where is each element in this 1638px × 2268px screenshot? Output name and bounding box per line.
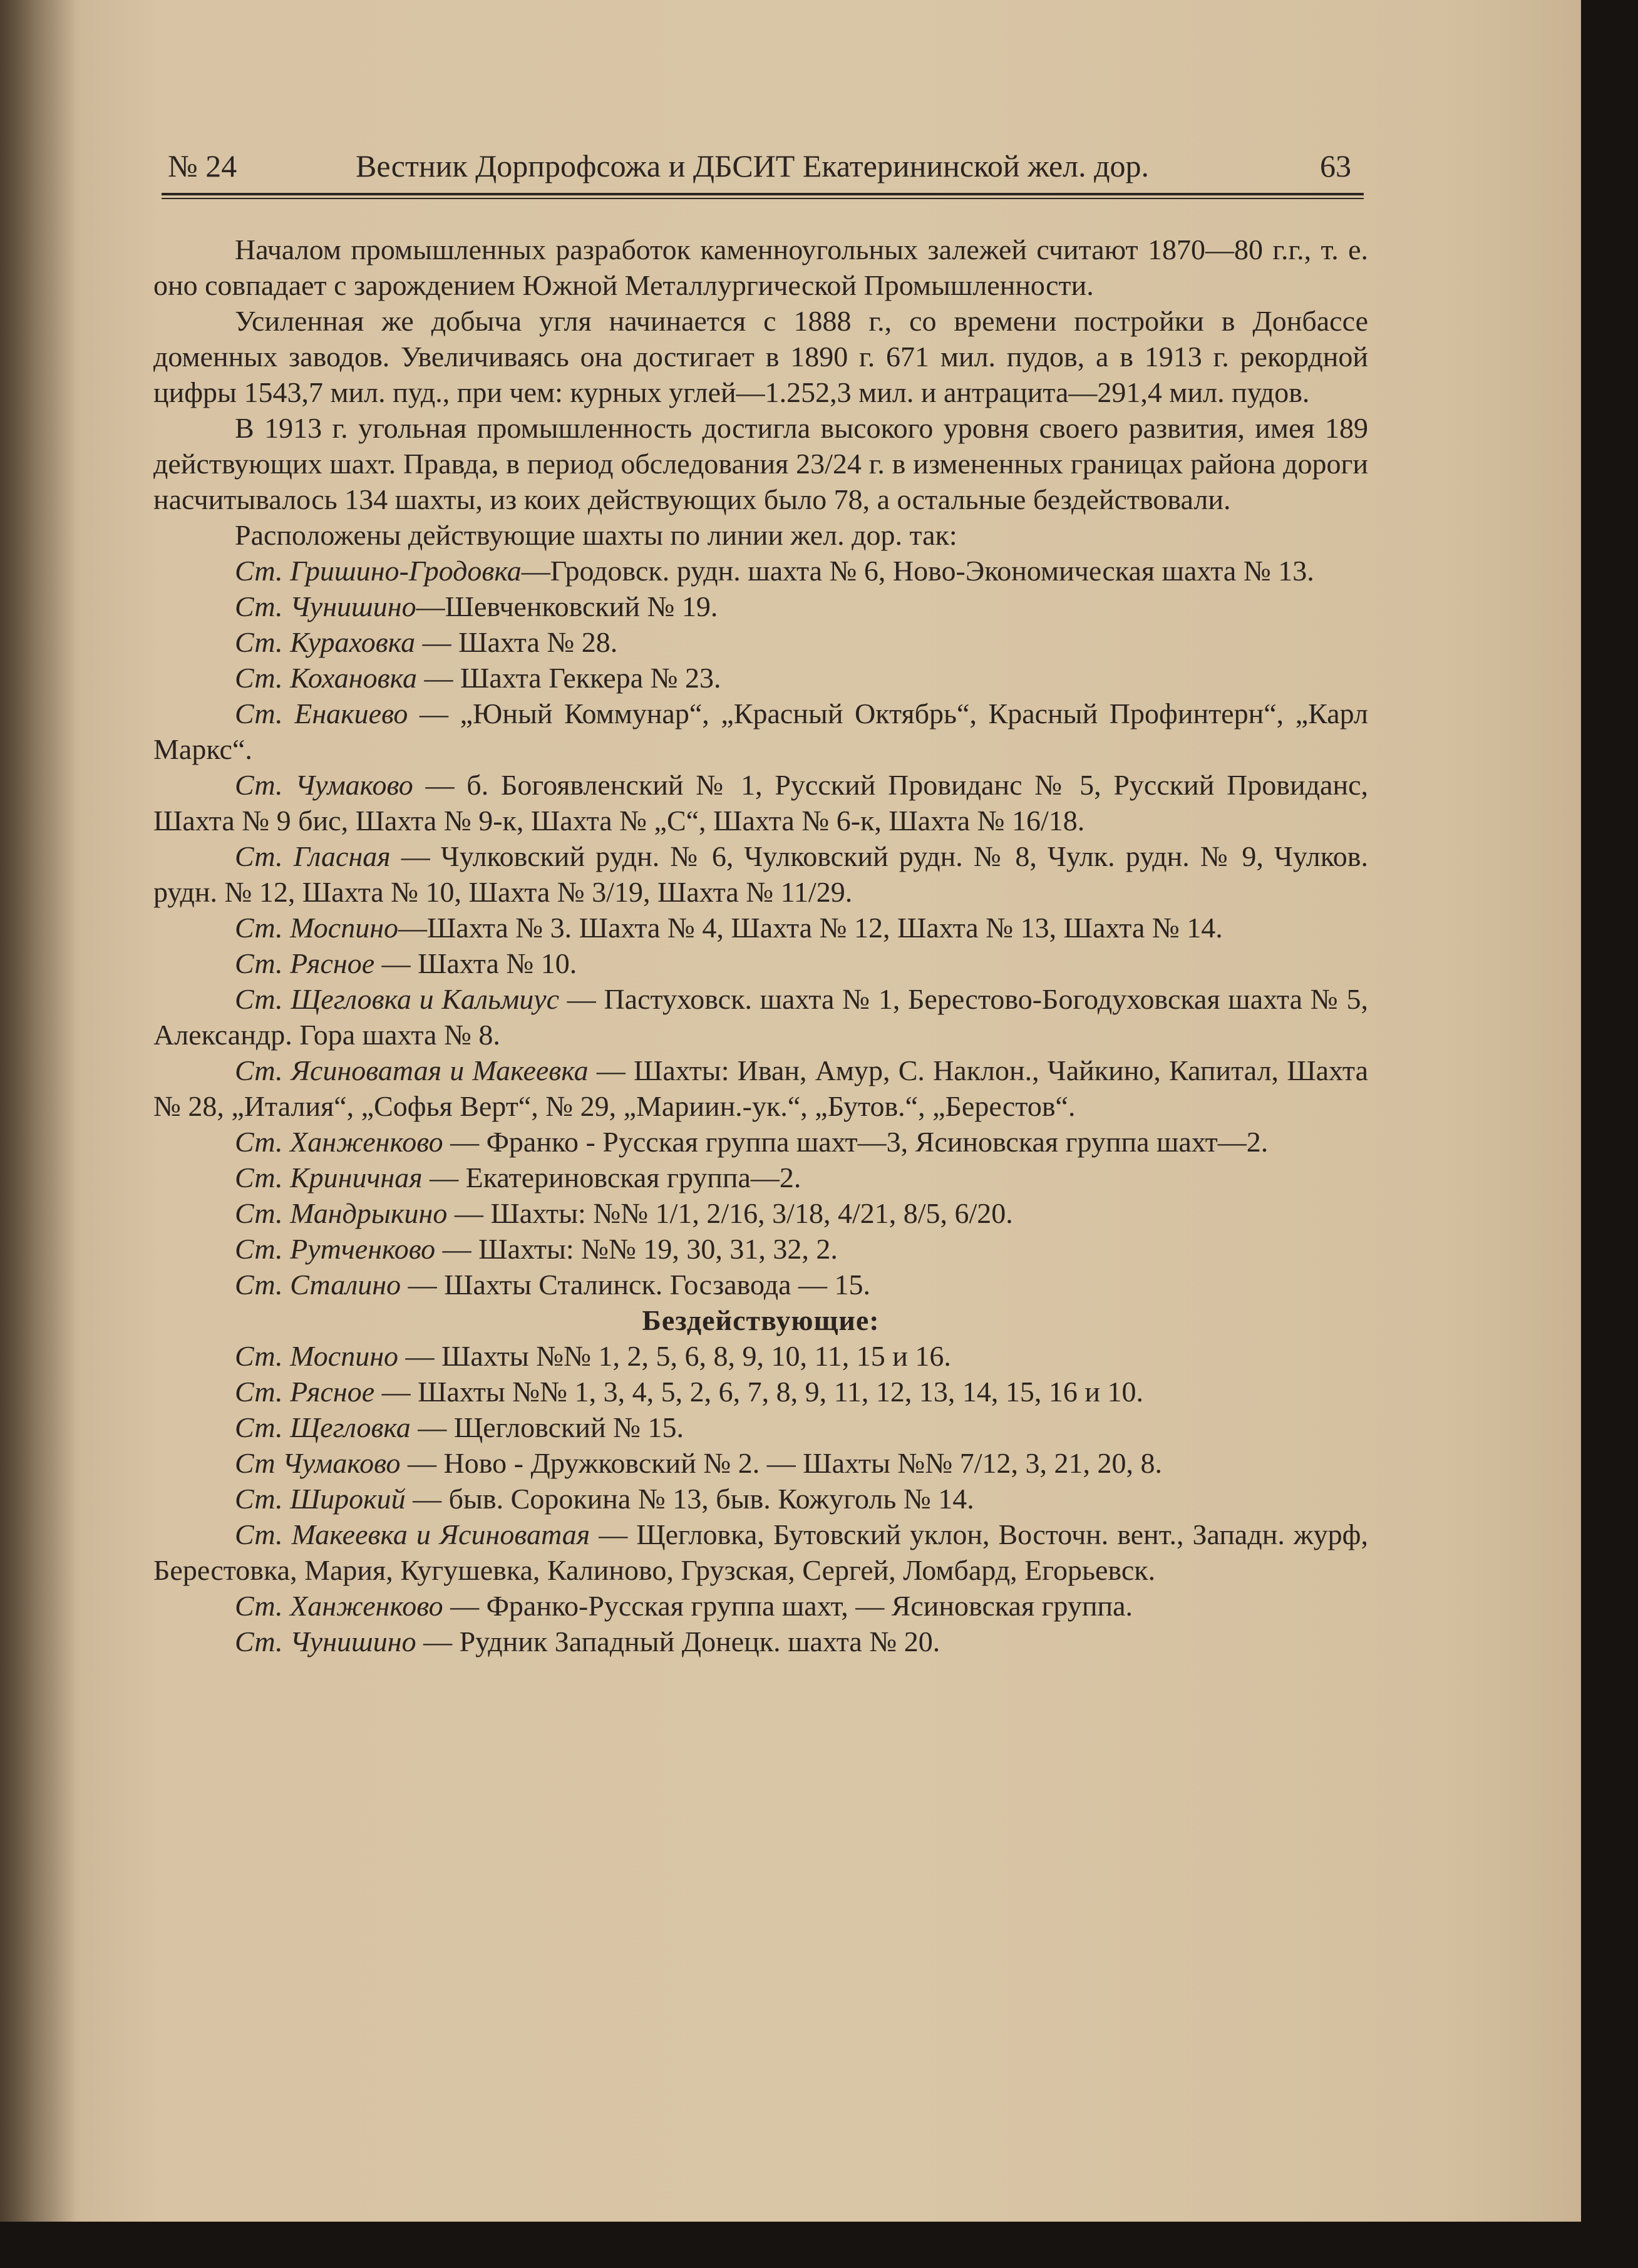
station-entry	[153, 1231, 1368, 1267]
station-entry	[153, 1338, 1368, 1374]
station-name: Ст. Кураховка	[235, 626, 416, 658]
station-mines: — Шахты №№ 1, 2, 5, 6, 8, 9, 10, 11, 15 и 16.	[398, 1340, 951, 1372]
station-entry	[153, 1267, 1368, 1302]
station-name: Ст. Чунишино	[235, 1626, 416, 1657]
station-entry	[153, 1481, 1368, 1517]
station-name: Ст. Ханженково	[235, 1126, 443, 1158]
station-name: Ст. Криничная	[235, 1162, 423, 1193]
station-entry	[153, 1195, 1368, 1231]
station-mines: — Чулковский рудн. № 6, Чулковский рудн. № 8, Чулк. рудн. № 9, Чулков. рудн. № 12, Шахта № 10, Шахта № 3/19, Шахта № 11/29.	[153, 840, 1368, 908]
station-name: Ст. Рясное	[235, 947, 375, 979]
station-mines: — Шахты: №№ 1/1, 2/16, 3/18, 4/21, 8/5, 6/20.	[447, 1197, 1013, 1229]
station-mines: — Шахта Геккера № 23.	[416, 662, 721, 694]
active-mines-list	[153, 553, 1368, 1302]
header-rule-thin	[162, 198, 1364, 199]
station-name: Ст. Гласная	[235, 840, 391, 872]
station-name: Ст. Рясное	[235, 1376, 375, 1408]
station-mines: — Щегловский № 15.	[410, 1411, 684, 1443]
station-mines: — Франко-Русская группа шахт, — Ясиновская группа.	[443, 1590, 1133, 1622]
station-name: Ст. Мандрыкино	[235, 1197, 448, 1229]
station-entry	[153, 981, 1368, 1053]
station-entry	[153, 767, 1368, 838]
issue-number: № 24	[168, 148, 237, 183]
journal-title: Вестник Дорпрофсожа и ДБСИТ Екатерининской жел. дор.	[356, 148, 1150, 183]
station-mines: — Франко - Русская группа шахт—3, Ясиновская группа шахт—2.	[443, 1126, 1269, 1158]
station-name: Ст. Чунишино	[235, 590, 416, 622]
station-mines: — Шахты №№ 1, 3, 4, 5, 2, 6, 7, 8, 9, 11, 12, 13, 14, 15, 16 и 10.	[374, 1376, 1143, 1408]
station-mines: — „Юный Коммунар“, „Красный Октябрь“, Красный Профинтерн“, „Карл Маркс“.	[153, 698, 1368, 765]
station-mines: — Рудник Западный Донецк. шахта № 20.	[416, 1626, 940, 1657]
station-name: Ст. Моспино	[235, 912, 399, 944]
station-name: Ст. Гришино-Гродовка	[235, 555, 522, 587]
station-mines: —Гродовск. рудн. шахта № 6, Ново-Экономическая шахта № 13.	[521, 555, 1314, 587]
station-entry	[153, 1445, 1368, 1481]
station-mines: — Шахта № 28.	[415, 626, 618, 658]
station-name: Ст. Енакиево	[235, 698, 408, 729]
paragraph: Расположены действующие шахты по линии жел. дор. так:	[235, 519, 957, 551]
paragraph: Усиленная же добыча угля начинается с 1888 г., со времени постройки в Донбассе доменных заводов. Увеличиваясь она достигает в 1890 г. 671 мил. пудов, а в 1913 г. рекордной цифры 1543,7 мил. пуд., при чем: курных углей—1.252,3 мил. и антрацита—291,4 мил. пудов.	[153, 305, 1368, 408]
station-entry	[153, 1374, 1368, 1410]
station-mines: — Шахты: Иван, Амур, С. Наклон., Чайкино, Капитал, Шахта № 28, „Италия“, „Софья Верт“, № 29, „Мариин.-ук.“, „Бутов.“, „Берестов“.	[153, 1054, 1368, 1122]
header-rule	[162, 193, 1364, 195]
station-mines: — Ново - Дружковский № 2. — Шахты №№ 7/12, 3, 21, 20, 8.	[400, 1447, 1162, 1479]
station-entry	[153, 589, 1368, 624]
station-name: Ст. Ханженково	[235, 1590, 443, 1622]
station-name: Ст. Рутченково	[235, 1233, 436, 1265]
station-entry	[153, 1517, 1368, 1588]
station-mines: — быв. Сорокина № 13, быв. Кожуголь № 14.	[405, 1483, 974, 1515]
station-entry	[153, 946, 1368, 981]
station-name: Ст. Щегловка	[235, 1411, 411, 1443]
station-mines: — Шахты: №№ 19, 30, 31, 32, 2.	[435, 1233, 838, 1265]
running-header	[162, 148, 1364, 192]
station-entry	[153, 1624, 1368, 1659]
station-name: Ст Чумаково	[235, 1447, 401, 1479]
station-mines: — Шахты Сталинск. Госзавода — 15.	[401, 1269, 871, 1301]
page-spine-shadow	[0, 0, 75, 2222]
page-number: 63	[1320, 148, 1351, 183]
paragraph: В 1913 г. угольная промышленность достигла высокого уровня своего развития, имея 189 действующих шахт. Правда, в период обследования 23/24 г. в измененных границах района дороги насчитывалось 134 шахты, из коих действующих было 78, а остальные бездействовали.	[153, 412, 1368, 515]
station-name: Ст. Широкий	[235, 1483, 406, 1515]
station-entry	[153, 838, 1368, 910]
station-name: Ст. Кохановка	[235, 662, 417, 694]
station-mines: —Шахта № 3. Шахта № 4, Шахта № 12, Шахта № 13, Шахта № 14.	[398, 912, 1223, 944]
station-name: Ст. Щегловка и Кальмиус	[235, 983, 560, 1015]
station-entry	[153, 624, 1368, 660]
inactive-mines-list	[153, 1338, 1368, 1659]
station-entry	[153, 1410, 1368, 1445]
station-entry	[153, 1124, 1368, 1160]
station-entry	[153, 660, 1368, 696]
station-mines: — Щегловка, Бутовский уклон, Восточн. вент., Западн. журф, Берестовка, Мария, Кугушевка, Калиново, Грузская, Сергей, Ломбард, Егорьевск.	[153, 1518, 1368, 1586]
station-name: Ст. Сталино	[235, 1269, 401, 1301]
station-name: Ст. Макеевка и Ясиноватая	[235, 1518, 590, 1550]
station-entry	[153, 696, 1368, 767]
station-entry	[153, 1588, 1368, 1624]
section-heading: Бездействующие:	[642, 1304, 880, 1336]
station-entry	[153, 1053, 1368, 1124]
station-mines: — Шахта № 10.	[374, 947, 577, 979]
station-name: Ст. Чумаково	[235, 769, 413, 801]
station-mines: —Шевченковский № 19.	[416, 590, 718, 622]
station-entry	[153, 910, 1368, 946]
station-mines: — Пастуховск. шахта № 1, Берестово-Богодуховская шахта № 5, Александр. Гора шахта № 8.	[153, 983, 1368, 1051]
body-text	[153, 232, 1368, 1659]
station-name: Ст. Моспино	[235, 1340, 399, 1372]
station-entry	[153, 1160, 1368, 1195]
station-mines: — Екатериновская группа—2.	[422, 1162, 801, 1193]
station-mines: — б. Богоявленский № 1, Русский Провиданс № 5, Русский Провиданс, Шахта № 9 бис, Шахта № 9-к, Шахта № „С“, Шахта № 6-к, Шахта № 16/18.	[153, 769, 1369, 837]
station-name: Ст. Ясиноватая и Макеевка	[235, 1054, 589, 1086]
paragraph: Началом промышленных разработок каменноугольных залежей считают 1870—80 г.г., т. е. оно совпадает с зарождением Южной Металлургической Промышленности.	[153, 234, 1368, 301]
station-entry	[153, 553, 1368, 589]
